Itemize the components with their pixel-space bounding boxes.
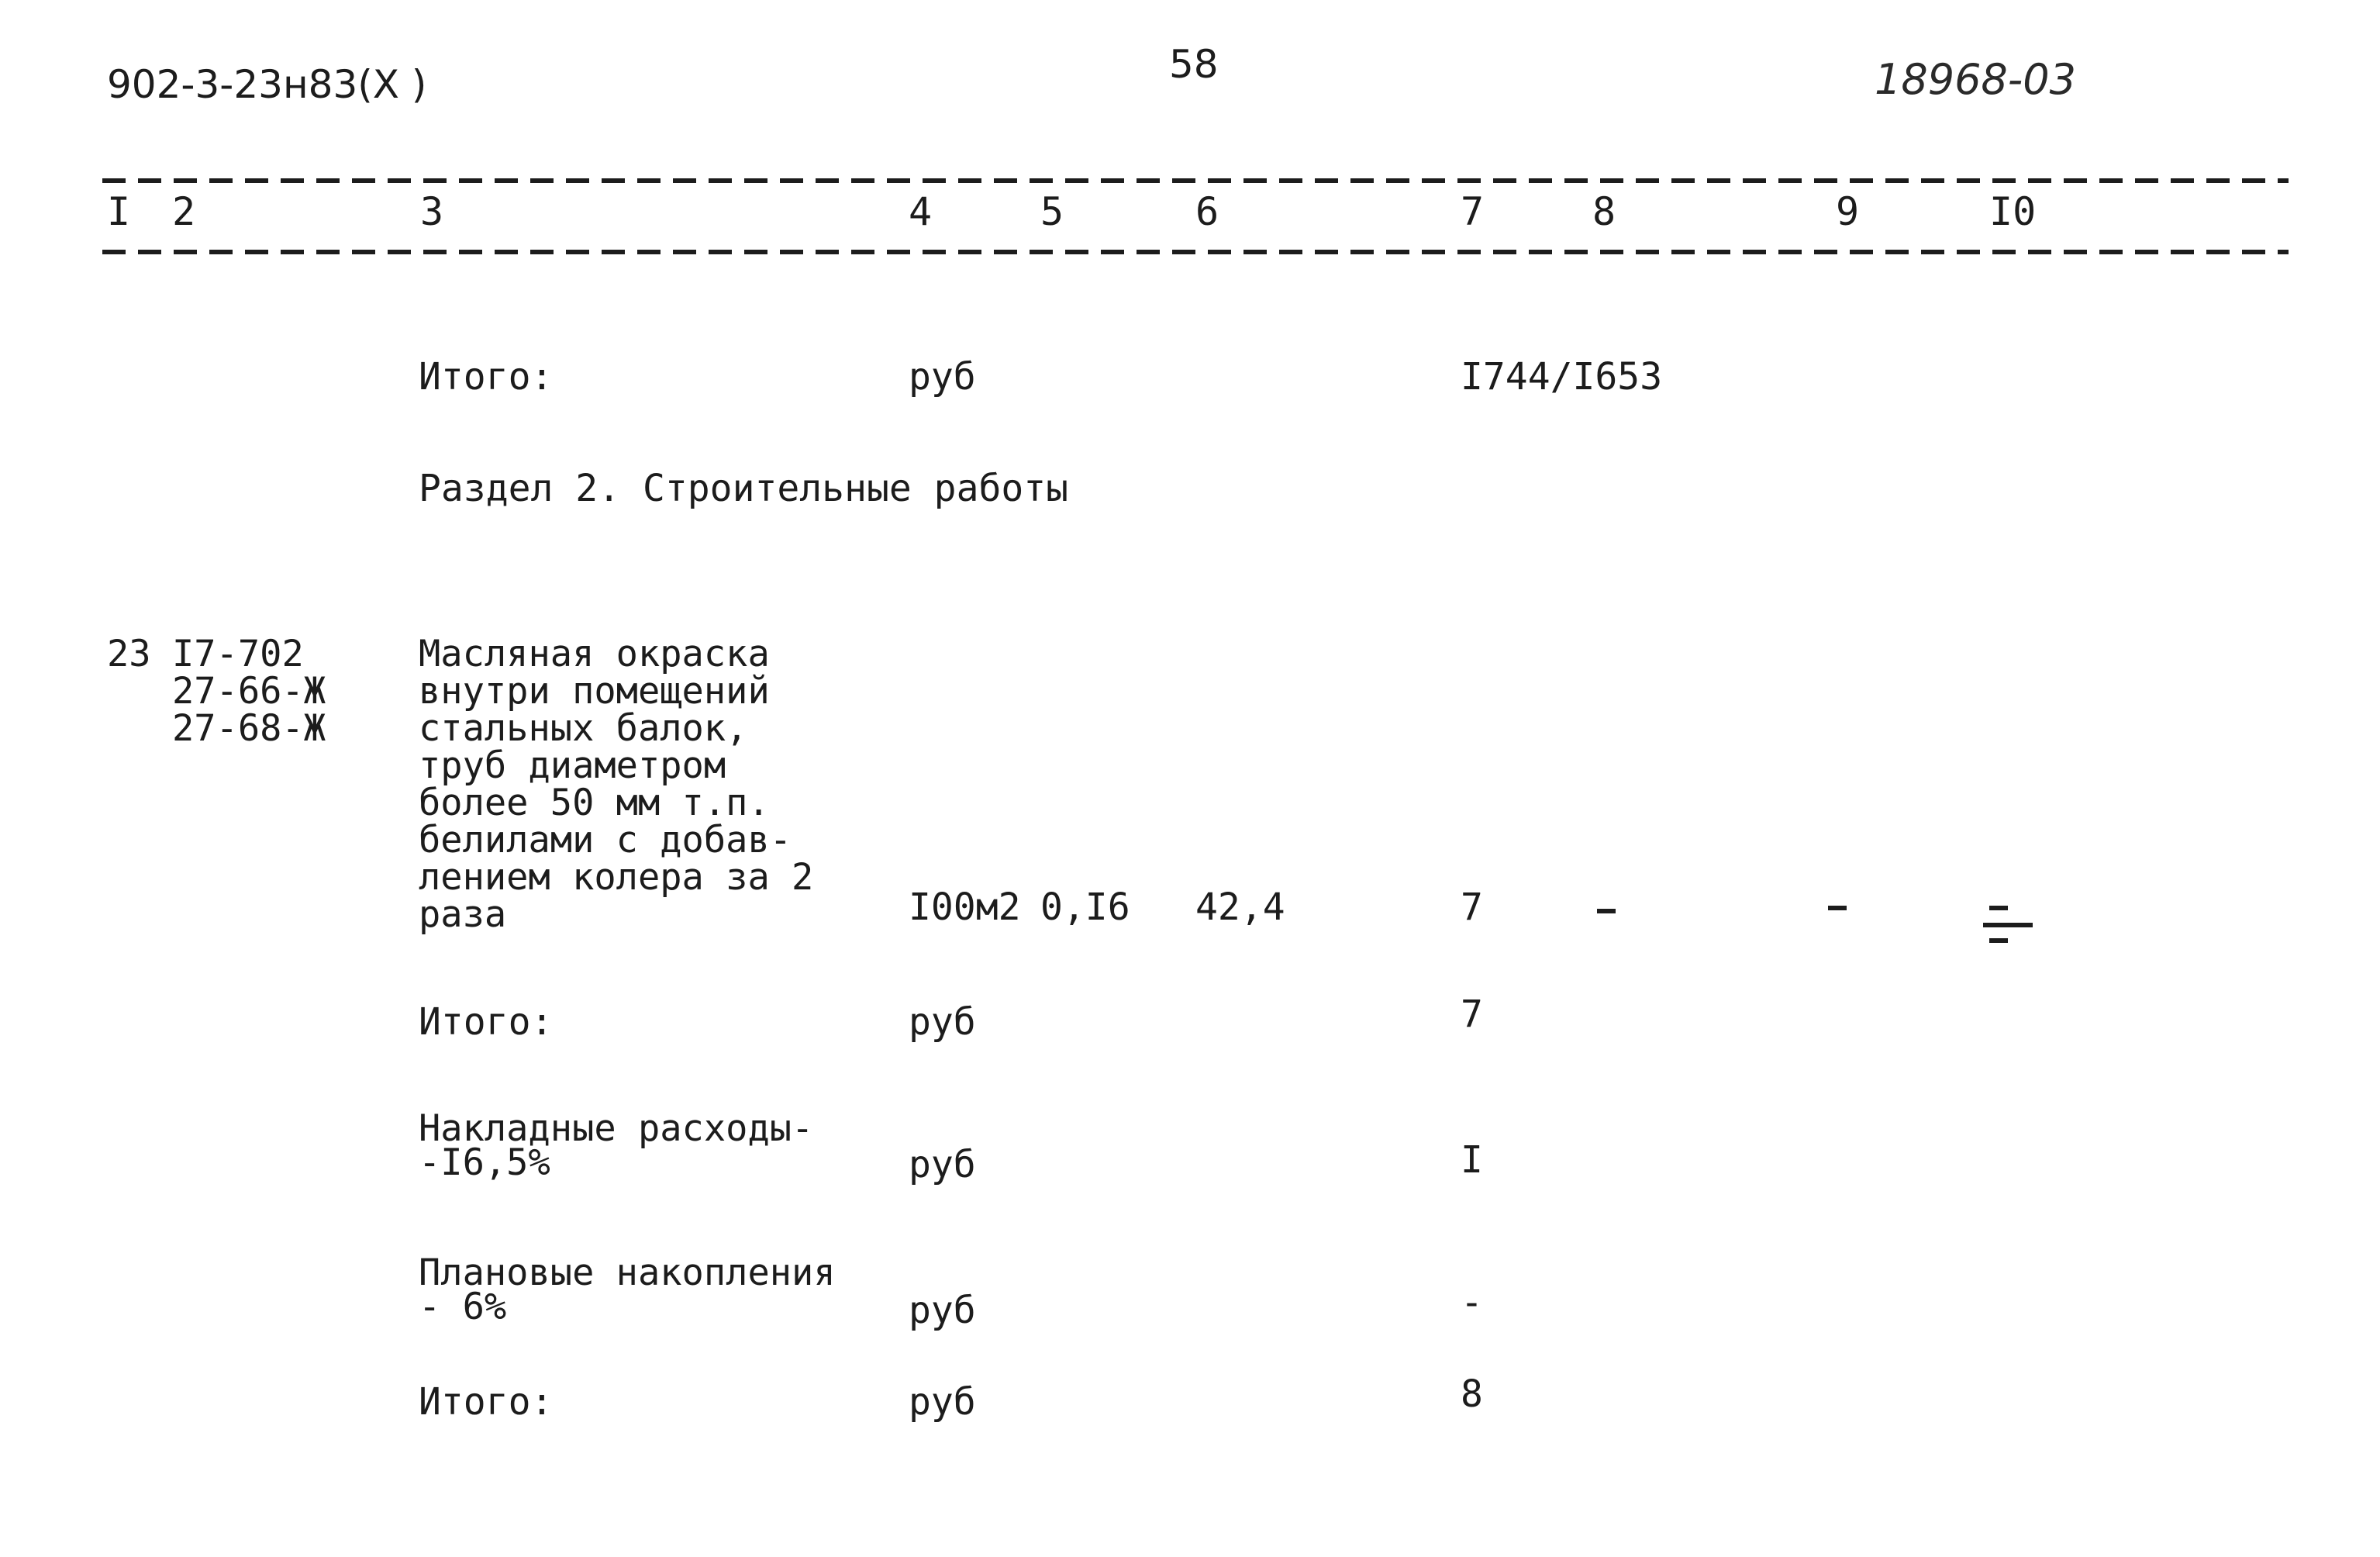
- col-header-6: 6: [1195, 189, 1219, 234]
- total-1-unit: руб: [909, 355, 976, 399]
- col-header-4: 4: [909, 189, 933, 234]
- overhead-label-line-1: Накладные расходы-: [419, 1107, 814, 1150]
- item-price: 42,4: [1195, 886, 1285, 929]
- col-header-9: 9: [1836, 189, 1860, 234]
- bottom-dashed-rule: [102, 250, 2289, 254]
- planned-label-line-1: Плановые накопления: [419, 1251, 836, 1294]
- planned-unit: руб: [909, 1289, 976, 1332]
- planned-value: -: [1461, 1281, 1483, 1324]
- col-header-3: 3: [420, 189, 444, 234]
- total-3-label: Итого:: [419, 1380, 554, 1424]
- document-code: 902-3-23н83(Х ): [107, 62, 427, 107]
- col-header-5: 5: [1040, 189, 1064, 234]
- item-col8-dash: [1597, 909, 1616, 913]
- total-1-label: Итого:: [419, 355, 554, 399]
- overhead-value: I: [1461, 1138, 1483, 1182]
- page-number: 58: [1169, 42, 1219, 87]
- item-desc-line-1: Масляная окраска: [419, 633, 770, 675]
- total-2-unit: руб: [909, 1000, 976, 1044]
- total-2-label: Итого:: [419, 1000, 554, 1044]
- overhead-unit: руб: [909, 1143, 976, 1186]
- col-header-8: 8: [1592, 189, 1616, 234]
- planned-label-line-2: - 6%: [419, 1286, 507, 1328]
- item-desc-line-4: труб диаметром: [419, 744, 726, 787]
- total-1-value: I744/I653: [1461, 355, 1663, 399]
- item-unit: I00м2: [909, 886, 1021, 929]
- item-number: 23: [107, 633, 151, 675]
- total-3-unit: руб: [909, 1380, 976, 1424]
- item-total: 7: [1461, 886, 1483, 929]
- col-header-2: 2: [172, 189, 196, 234]
- item-desc-line-3: стальных балок,: [419, 707, 748, 750]
- item-col9-dash: [1828, 906, 1847, 910]
- archive-number: 18968-03: [1875, 55, 2076, 104]
- col-header-1: I: [107, 189, 131, 234]
- total-2-value: 7: [1461, 993, 1483, 1036]
- total-3-value: 8: [1461, 1372, 1483, 1416]
- col-header-7: 7: [1461, 189, 1485, 234]
- item-quantity: 0,I6: [1040, 886, 1130, 929]
- overhead-label-line-2: -I6,5%: [419, 1141, 550, 1184]
- item-desc-line-5: более 50 мм т.п.: [419, 782, 770, 824]
- item-code-2: 27-66-Ж: [172, 670, 326, 713]
- item-code-3: 27-68-Ж: [172, 707, 326, 750]
- item-desc-line-6: белилами с добав-: [419, 819, 792, 861]
- item-desc-line-8: раза: [419, 893, 507, 936]
- item-desc-line-7: лением колера за 2: [419, 856, 814, 899]
- section-title: Раздел 2. Строительные работы: [419, 467, 1069, 510]
- item-desc-line-2: внутри помещений: [419, 670, 770, 713]
- col-header-10: I0: [1989, 189, 2037, 234]
- item-code-1: I7-702: [172, 633, 304, 675]
- top-dashed-rule: [102, 178, 2289, 183]
